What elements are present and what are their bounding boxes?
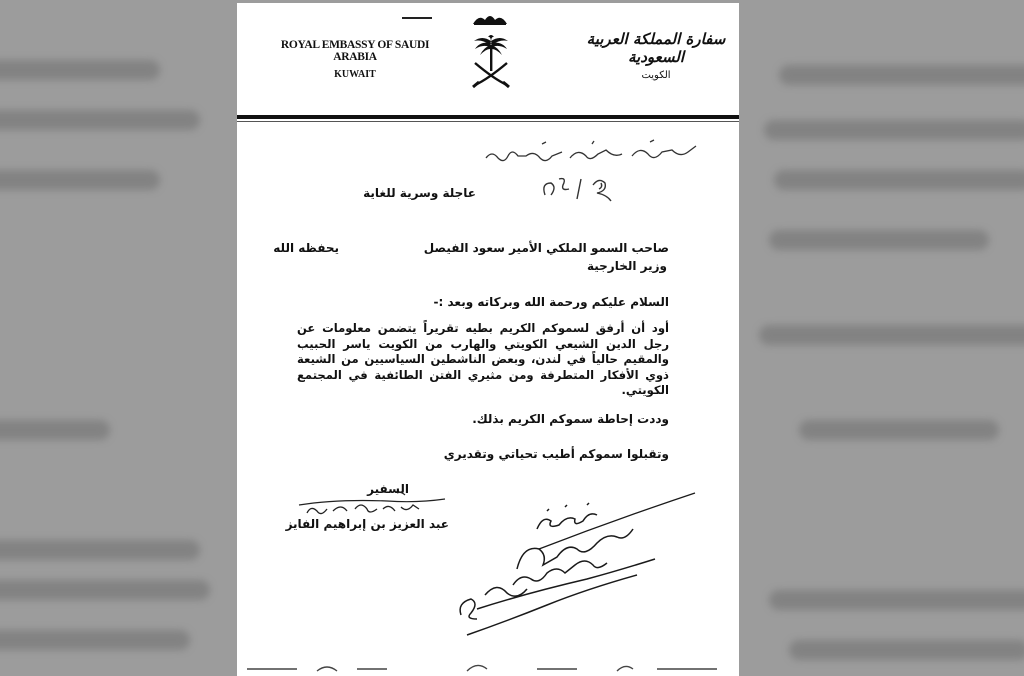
closing-line-2: وتقبلوا سموكم أطيب تحياتي وتقديري	[443, 447, 669, 461]
letterhead-english	[265, 39, 445, 80]
background-blurred-right	[739, 0, 1024, 676]
header-mark	[402, 17, 432, 19]
city-name-arabic: الكويت	[641, 70, 671, 81]
city-name-english: KUWAIT	[334, 69, 376, 80]
background-blurred-left	[0, 0, 237, 676]
addressee-name: صاحب السمو الملكي الأمير سعود الفيصل	[423, 241, 669, 255]
saudi-emblem-icon	[470, 33, 512, 91]
closing-line-1: وددت إحاطة سموكم الكريم بذلك.	[472, 412, 669, 426]
letter-page	[237, 3, 739, 676]
handwritten-routing-note	[482, 136, 702, 170]
addressee-title: وزير الخارجية	[586, 259, 667, 273]
letterhead-rule-thin	[237, 121, 739, 122]
calligraphy-crown-icon	[471, 10, 509, 26]
signatory-title: السفير	[367, 482, 409, 496]
greeting: السلام عليكم ورحمة الله وبركاته وبعد :-	[433, 295, 669, 309]
signatory-name: عبد العزيز بن إبراهيم الفايز	[285, 517, 449, 531]
handwritten-note-mark	[537, 491, 697, 551]
letterhead-rule	[237, 115, 739, 119]
page-bottom-fragment	[237, 657, 739, 676]
embassy-name-arabic: سفارة المملكة العربية السعودية	[586, 30, 726, 66]
letter-body: أود أن أرفق لسموكم الكريم بطيه تقريراً يتضمن معلومات عن رجل الدين الشيعي الكويتي والهارب من الكويت ياسر الحبيب والمقيم حالياً في لندن، وبعض الناشطين السياسيين من الشيعة ذوي الأفكار المتطرفة ومن مثيري الفتن الطائفية في المجتمع الكويتي.	[297, 321, 669, 397]
letterhead-arabic	[572, 30, 739, 81]
classification-label: عاجلة وسرية للغاية	[363, 186, 476, 200]
embassy-name-english: ROYAL EMBASSY OF SAUDI ARABIA	[280, 39, 430, 63]
addressee-blessing: يحفظه الله	[273, 241, 339, 255]
handwritten-reference-number	[537, 173, 627, 203]
